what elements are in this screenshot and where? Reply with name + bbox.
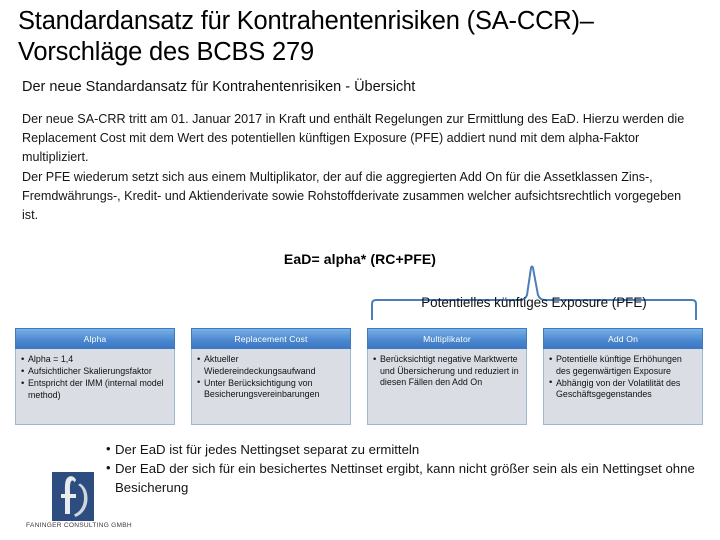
list-item: • Alpha = 1,4 [21, 354, 168, 366]
concept-box-body [367, 349, 527, 425]
concept-box-replacement-cost [191, 328, 351, 425]
logo-company-name: FANINGER CONSULTING GMBH [26, 522, 132, 529]
concept-box-bullet-list [197, 354, 344, 401]
concept-box-multiplikator [367, 328, 527, 425]
body-paragraph-2: Der PFE wiederum setzt sich aus einem Multiplikator, der auf die aggregierten Add On für die Assetklassen Zins-, Fremdwährungs-, Kredit- und Aktienderivate sowie Rohstoffderivate zusammen welcher aufsichtsrechtlich vorgegeben ist. [22, 169, 682, 223]
concept-box-bullet-list [549, 354, 696, 401]
logo-monogram-icon [52, 472, 94, 521]
formula-ead: EaD= alpha* (RC+PFE) [283, 251, 437, 267]
list-item: • Entspricht der IMM (internal model method) [21, 378, 168, 401]
concept-box-header: Alpha [15, 328, 175, 349]
list-item: • Der EaD ist für jedes Nettingset separat zu ermitteln [106, 440, 696, 459]
bottom-notes [106, 440, 696, 497]
list-item: • Aufsichtlicher Skalierungsfaktor [21, 366, 168, 378]
callout-shape-icon [368, 262, 700, 320]
page-subtitle: Der neue Standardansatz für Kontrahentenrisiken - Übersicht [22, 79, 416, 95]
pfe-callout [368, 262, 700, 320]
concept-box-alpha [15, 328, 175, 425]
concept-box-bullet-list [373, 354, 520, 389]
concept-box-header: Add On [543, 328, 703, 349]
concept-box-body [543, 349, 703, 425]
company-logo [14, 470, 144, 532]
list-item: • Unter Berücksichtigung von Besicherungsvereinbarungen [197, 378, 344, 401]
body-paragraph-1: Der neue SA-CRR tritt am 01. Januar 2017 in Kraft und enthält Regelungen zur Ermittlung des EaD. Hierzu werden die Replacement Cost mit dem Wert des potentiellen künftigen Exposure (PFE) addiert nund mit dem alpha-Faktor multipliziert. [22, 112, 685, 165]
pfe-callout-label: Potentielles künftiges Exposure (PFE) [421, 295, 647, 310]
list-item: • Aktueller Wiedereindeckungsaufwand [197, 354, 344, 377]
page-title: Standardansatz für Kontrahentenrisiken (SA-CCR)– Vorschläge des BCBS 279 [18, 7, 594, 66]
concept-box-header: Replacement Cost [191, 328, 351, 349]
bottom-notes-list [106, 440, 696, 497]
list-item: • Der EaD der sich für ein besichertes Nettinset ergibt, kann nicht größer sein als ein Nettingset ohne Besicherung [106, 459, 696, 497]
list-item: • Abhängig von der Volatilität des Geschäftsgegenstandes [549, 378, 696, 401]
concept-box-add-on [543, 328, 703, 425]
concept-box-bullet-list [21, 354, 168, 401]
body-text [22, 110, 694, 225]
list-item: • Berücksichtigt negative Marktwerte und Übersicherung und reduziert in diesen Fällen den Add On [373, 354, 520, 389]
concept-box-header: Multiplikator [367, 328, 527, 349]
list-item: • Potentielle künftige Erhöhungen des gegenwärtigen Exposure [549, 354, 696, 377]
concept-box-body [191, 349, 351, 425]
concept-box-body [15, 349, 175, 425]
logo-f-glyph-icon [52, 472, 94, 521]
